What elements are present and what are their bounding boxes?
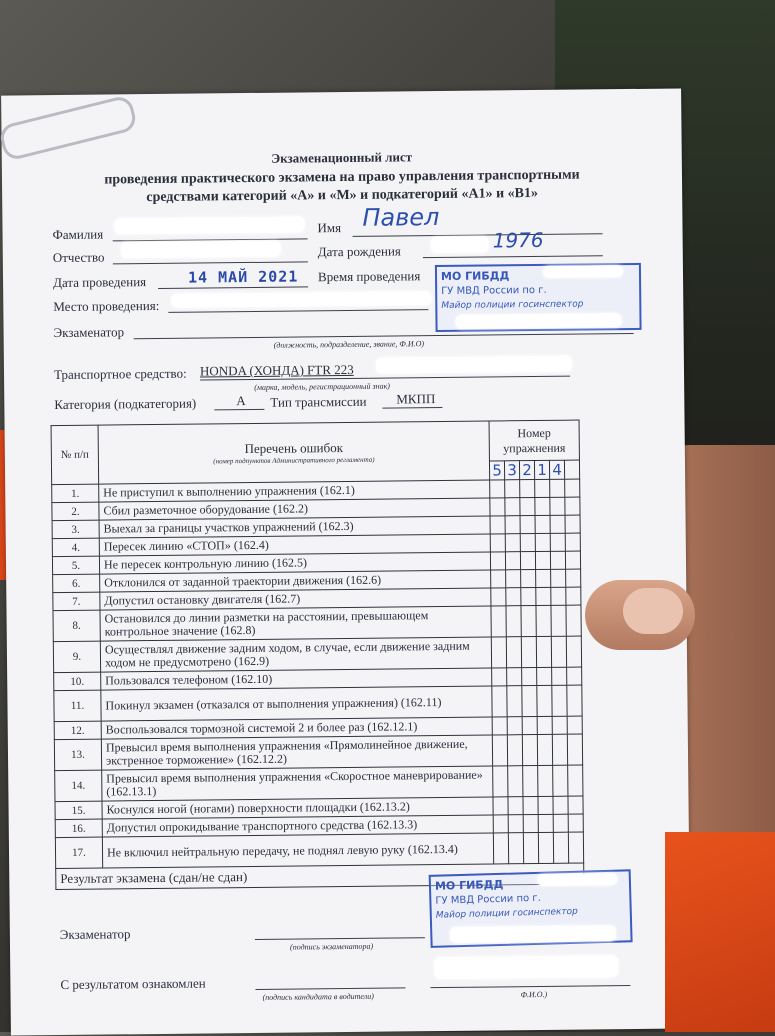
row-mark-cell (537, 734, 552, 765)
row-number: 5. (52, 556, 99, 574)
redaction (455, 313, 621, 329)
exercise-number: 3 (504, 461, 519, 480)
row-mark-cell (567, 667, 582, 685)
row-error-text: Пересек линию «СТОП» (162.4) (99, 534, 490, 556)
footer-examiner-label: Экзаменатор (59, 926, 131, 943)
row-mark-cell (536, 569, 551, 587)
row-mark-cell (536, 636, 551, 667)
row-mark-cell (490, 516, 505, 534)
row-mark-cell (490, 534, 505, 552)
row-error-text: Воспользовался тормозной системой 2 и более раз (162.12.1) (101, 717, 492, 739)
row-mark-cell (550, 533, 565, 551)
category-line (214, 409, 264, 411)
row-mark-cell (492, 686, 507, 717)
row-mark-cell (507, 668, 522, 686)
stamp-line-2: ГУ МВД России по г. (435, 892, 541, 907)
category-label: Категория (подкатегория) (54, 395, 197, 413)
row-number: 16. (55, 819, 102, 837)
birth-handwritten: 1976 (492, 227, 544, 253)
date-label: Дата проведения (52, 274, 147, 291)
row-mark-cell (507, 686, 522, 717)
row-mark-cell (522, 717, 537, 735)
row-mark-cell (507, 717, 522, 735)
row-mark-cell (551, 636, 566, 667)
examiner-hint: (должность, подразделение, звание, Ф.И.О) (273, 339, 425, 350)
row-mark-cell (520, 552, 535, 570)
row-mark-cell (553, 796, 568, 814)
num-header: № п/п (51, 425, 99, 484)
row-mark-cell (506, 588, 521, 606)
result-label: Результат экзамена (сдан/не сдан) (56, 863, 584, 890)
examiner-line (134, 333, 634, 339)
patronymic-label: Отчество (52, 249, 105, 266)
row-mark-cell (550, 551, 565, 569)
row-number: 2. (52, 502, 99, 520)
row-mark-cell (523, 766, 538, 797)
stamp-line-2: ГУ МВД России по г. (441, 284, 547, 297)
stamp-line-1: МО ГИБДД (440, 269, 510, 283)
row-mark-cell (492, 717, 507, 735)
redaction (376, 356, 572, 374)
category-value: А (236, 393, 246, 409)
row-mark-cell (538, 765, 553, 796)
row-mark-cell (492, 735, 507, 766)
row-mark-cell (568, 832, 583, 863)
row-mark-cell (493, 766, 508, 797)
place-label: Место проведения: (53, 297, 160, 315)
row-number: 17. (55, 837, 102, 868)
birth-line (423, 255, 603, 258)
sheet-title: Экзаменационный лист (271, 149, 413, 166)
row-mark-cell (568, 796, 583, 814)
row-mark-cell (505, 534, 520, 552)
row-mark-cell (492, 668, 507, 686)
row-mark-cell (508, 815, 523, 833)
row-mark-cell (566, 569, 581, 587)
exam-sheet (1, 88, 691, 1035)
row-mark-cell (535, 551, 550, 569)
row-mark-cell (523, 797, 538, 815)
row-number: 11. (54, 690, 101, 721)
examiner-sign-line (255, 937, 425, 940)
row-mark-cell (568, 765, 583, 796)
row-number: 13. (54, 739, 101, 770)
row-number: 15. (55, 801, 102, 819)
row-mark-cell (522, 686, 537, 717)
row-mark-cell (537, 685, 552, 716)
row-mark-cell (566, 587, 581, 605)
time-label: Время проведения (317, 268, 421, 285)
background-orange (665, 832, 775, 1032)
redaction (114, 216, 304, 234)
row-mark-cell (551, 587, 566, 605)
vehicle-hint: (марка, модель, регистрационный знак) (254, 381, 391, 392)
row-mark-cell (505, 552, 520, 570)
name-label: Имя (317, 220, 342, 236)
redaction (121, 241, 281, 259)
row-number: 14. (55, 770, 102, 801)
patronymic-line (113, 261, 308, 264)
row-error-text: Коснулся ногой (ногами) поверхности площадки (162.13.2) (102, 797, 493, 819)
row-mark-cell (491, 637, 506, 668)
row-mark-cell (565, 551, 580, 569)
row-mark-cell (536, 587, 551, 605)
place-line (168, 309, 428, 313)
row-mark-cell (493, 797, 508, 815)
row-mark-cell (538, 814, 553, 832)
row-mark-cell (491, 570, 506, 588)
row-mark-cell (521, 637, 536, 668)
row-mark-cell (551, 605, 566, 636)
row-error-text: Покинул экзамен (отказался от выполнения упражнения) (162.11) (101, 686, 492, 721)
sheet-subtitle-1: проведения практического экзамена на право управления транспортными (104, 167, 580, 188)
row-mark-cell (523, 815, 538, 833)
examiner-sign-hint: (подпись экзаменатора) (289, 941, 374, 952)
row-mark-cell (552, 685, 567, 716)
redaction (537, 873, 617, 886)
errors-table (51, 420, 585, 891)
row-mark-cell (565, 479, 580, 497)
date-line (158, 286, 308, 289)
row-mark-cell (553, 814, 568, 832)
fio-line (430, 985, 630, 988)
row-error-text: Допустил опрокидывание транспортного средства (162.13.3) (102, 815, 493, 837)
row-mark-cell (566, 605, 581, 636)
exercise-number: 1 (534, 460, 549, 479)
acquainted-label: С результатом ознакомлен (60, 975, 206, 993)
row-mark-cell (490, 552, 505, 570)
row-mark-cell (523, 833, 538, 864)
row-error-text: Остановился до линии разметки на расстоянии, превышающем контрольное значение (162.8) (100, 606, 491, 641)
redaction (450, 925, 616, 943)
row-mark-cell (567, 734, 582, 765)
row-mark-cell (550, 497, 565, 515)
sheet-subtitle-2: средствами категорий «А» и «М» и подкатегорий «А1» и «В1» (146, 185, 539, 206)
row-number: 4. (52, 538, 99, 556)
row-mark-cell (491, 606, 506, 637)
row-mark-cell (522, 668, 537, 686)
redaction (431, 236, 489, 253)
row-mark-cell (493, 815, 508, 833)
redaction (434, 955, 618, 979)
vehicle-value: HONDA (ХОНДА) FTR 223 (199, 361, 354, 379)
row-error-text: Не включил нейтральную передачу, не поднял левую руку (162.13.4) (102, 833, 493, 868)
row-mark-cell (506, 637, 521, 668)
exercise-number: 2 (519, 461, 534, 480)
row-mark-cell (551, 569, 566, 587)
row-error-text: Отклонился от заданной траектории движения (162.6) (100, 570, 491, 592)
row-error-text: Не приступил к выполнению упражнения (162.1) (99, 480, 490, 502)
row-mark-cell (491, 588, 506, 606)
row-mark-cell (522, 735, 537, 766)
row-number: 12. (54, 721, 101, 739)
transmission-label: Тип трансмиссии (270, 393, 367, 410)
stamp-line-3: Майор полиции госинспектор (441, 299, 584, 311)
row-mark-cell (508, 766, 523, 797)
row-mark-cell (550, 479, 565, 497)
row-number: 7. (53, 592, 100, 610)
row-number: 10. (54, 672, 101, 690)
row-mark-cell (538, 832, 553, 863)
errors-header-title: Перечень ошибок (244, 440, 344, 457)
row-mark-cell (537, 667, 552, 685)
row-number: 9. (53, 641, 100, 672)
row-mark-cell (536, 605, 551, 636)
row-error-text: Осуществлял движение задним ходом, в случае, если движение задним ходом не предусмотрено (162.9) (100, 637, 491, 672)
date-stamp: 14 МАЙ 2021 (187, 267, 299, 287)
row-number: 1. (52, 484, 99, 502)
errors-header-subtitle: (номер подпунктов Административного регламента) (213, 455, 375, 466)
birth-label: Дата рождения (317, 243, 401, 260)
row-mark-cell (508, 833, 523, 864)
row-mark-cell (535, 515, 550, 533)
row-mark-cell (490, 480, 505, 498)
row-error-text: Выехал за границы участков упражнений (162.3) (99, 516, 490, 538)
row-mark-cell (520, 480, 535, 498)
row-number: 8. (53, 610, 100, 641)
errors-header (98, 421, 490, 484)
row-mark-cell (552, 734, 567, 765)
row-mark-cell (535, 479, 550, 497)
row-mark-cell (507, 735, 522, 766)
row-mark-cell (520, 516, 535, 534)
surname-label: Фамилия (52, 226, 104, 243)
row-mark-cell (566, 636, 581, 667)
row-mark-cell (521, 606, 536, 637)
row-mark-cell (550, 515, 565, 533)
row-mark-cell (567, 716, 582, 734)
row-mark-cell (505, 516, 520, 534)
row-mark-cell (552, 667, 567, 685)
row-mark-cell (521, 570, 536, 588)
stamp-line-3: Майор полиции госинспектор (435, 906, 578, 921)
stamp-line-1: МО ГИБДД (434, 877, 504, 893)
vehicle-label: Транспортное средство: (53, 365, 187, 383)
row-mark-cell (506, 606, 521, 637)
row-error-text: Превысил время выполнения упражнения «Прямолинейное движение, экстренное торможение» (162.12.2) (101, 735, 492, 770)
row-mark-cell (565, 497, 580, 515)
row-mark-cell (493, 833, 508, 864)
row-mark-cell (505, 480, 520, 498)
row-mark-cell (538, 796, 553, 814)
row-mark-cell (565, 515, 580, 533)
exercise-cell (564, 460, 579, 479)
row-mark-cell (553, 765, 568, 796)
row-mark-cell (567, 685, 582, 716)
candidate-sign-line (255, 987, 405, 990)
row-mark-cell (490, 498, 505, 516)
candidate-sign-hint: (подпись кандидата в водители) (262, 991, 374, 1002)
row-mark-cell (553, 832, 568, 863)
row-error-text: Сбил разметочное оборудование (162.2) (99, 498, 490, 520)
row-mark-cell (537, 716, 552, 734)
thumb-nail (623, 588, 683, 634)
row-mark-cell (521, 588, 536, 606)
exercise-number: 4 (549, 460, 564, 479)
redaction (171, 291, 431, 308)
row-mark-cell (506, 570, 521, 588)
row-mark-cell (535, 533, 550, 551)
row-number: 3. (52, 520, 99, 538)
row-mark-cell (535, 497, 550, 515)
row-mark-cell (552, 716, 567, 734)
row-error-text: Пользовался телефоном (162.10) (101, 668, 492, 690)
transmission-value: МКПП (396, 391, 436, 407)
examiner-label: Экзаменатор (53, 324, 125, 341)
row-error-text: Превысил время выполнения упражнения «Скоростное маневрирование» (162.13.1) (102, 766, 493, 801)
row-mark-cell (568, 814, 583, 832)
row-error-text: Не пересек контрольную линию (162.5) (99, 552, 490, 574)
transmission-line (382, 407, 442, 409)
row-number: 6. (53, 574, 100, 592)
row-mark-cell (520, 498, 535, 516)
row-mark-cell (565, 533, 580, 551)
row-mark-cell (508, 797, 523, 815)
name-handwritten: Павел (362, 203, 440, 232)
row-mark-cell (505, 498, 520, 516)
row-mark-cell (520, 534, 535, 552)
exercise-header: Номер упражнения (489, 420, 579, 461)
row-error-text: Допустил остановку двигателя (162.7) (100, 588, 491, 610)
exercise-number: 5 (489, 461, 504, 480)
fio-hint: Ф.И.О.) (520, 989, 548, 1000)
redaction (543, 265, 623, 278)
